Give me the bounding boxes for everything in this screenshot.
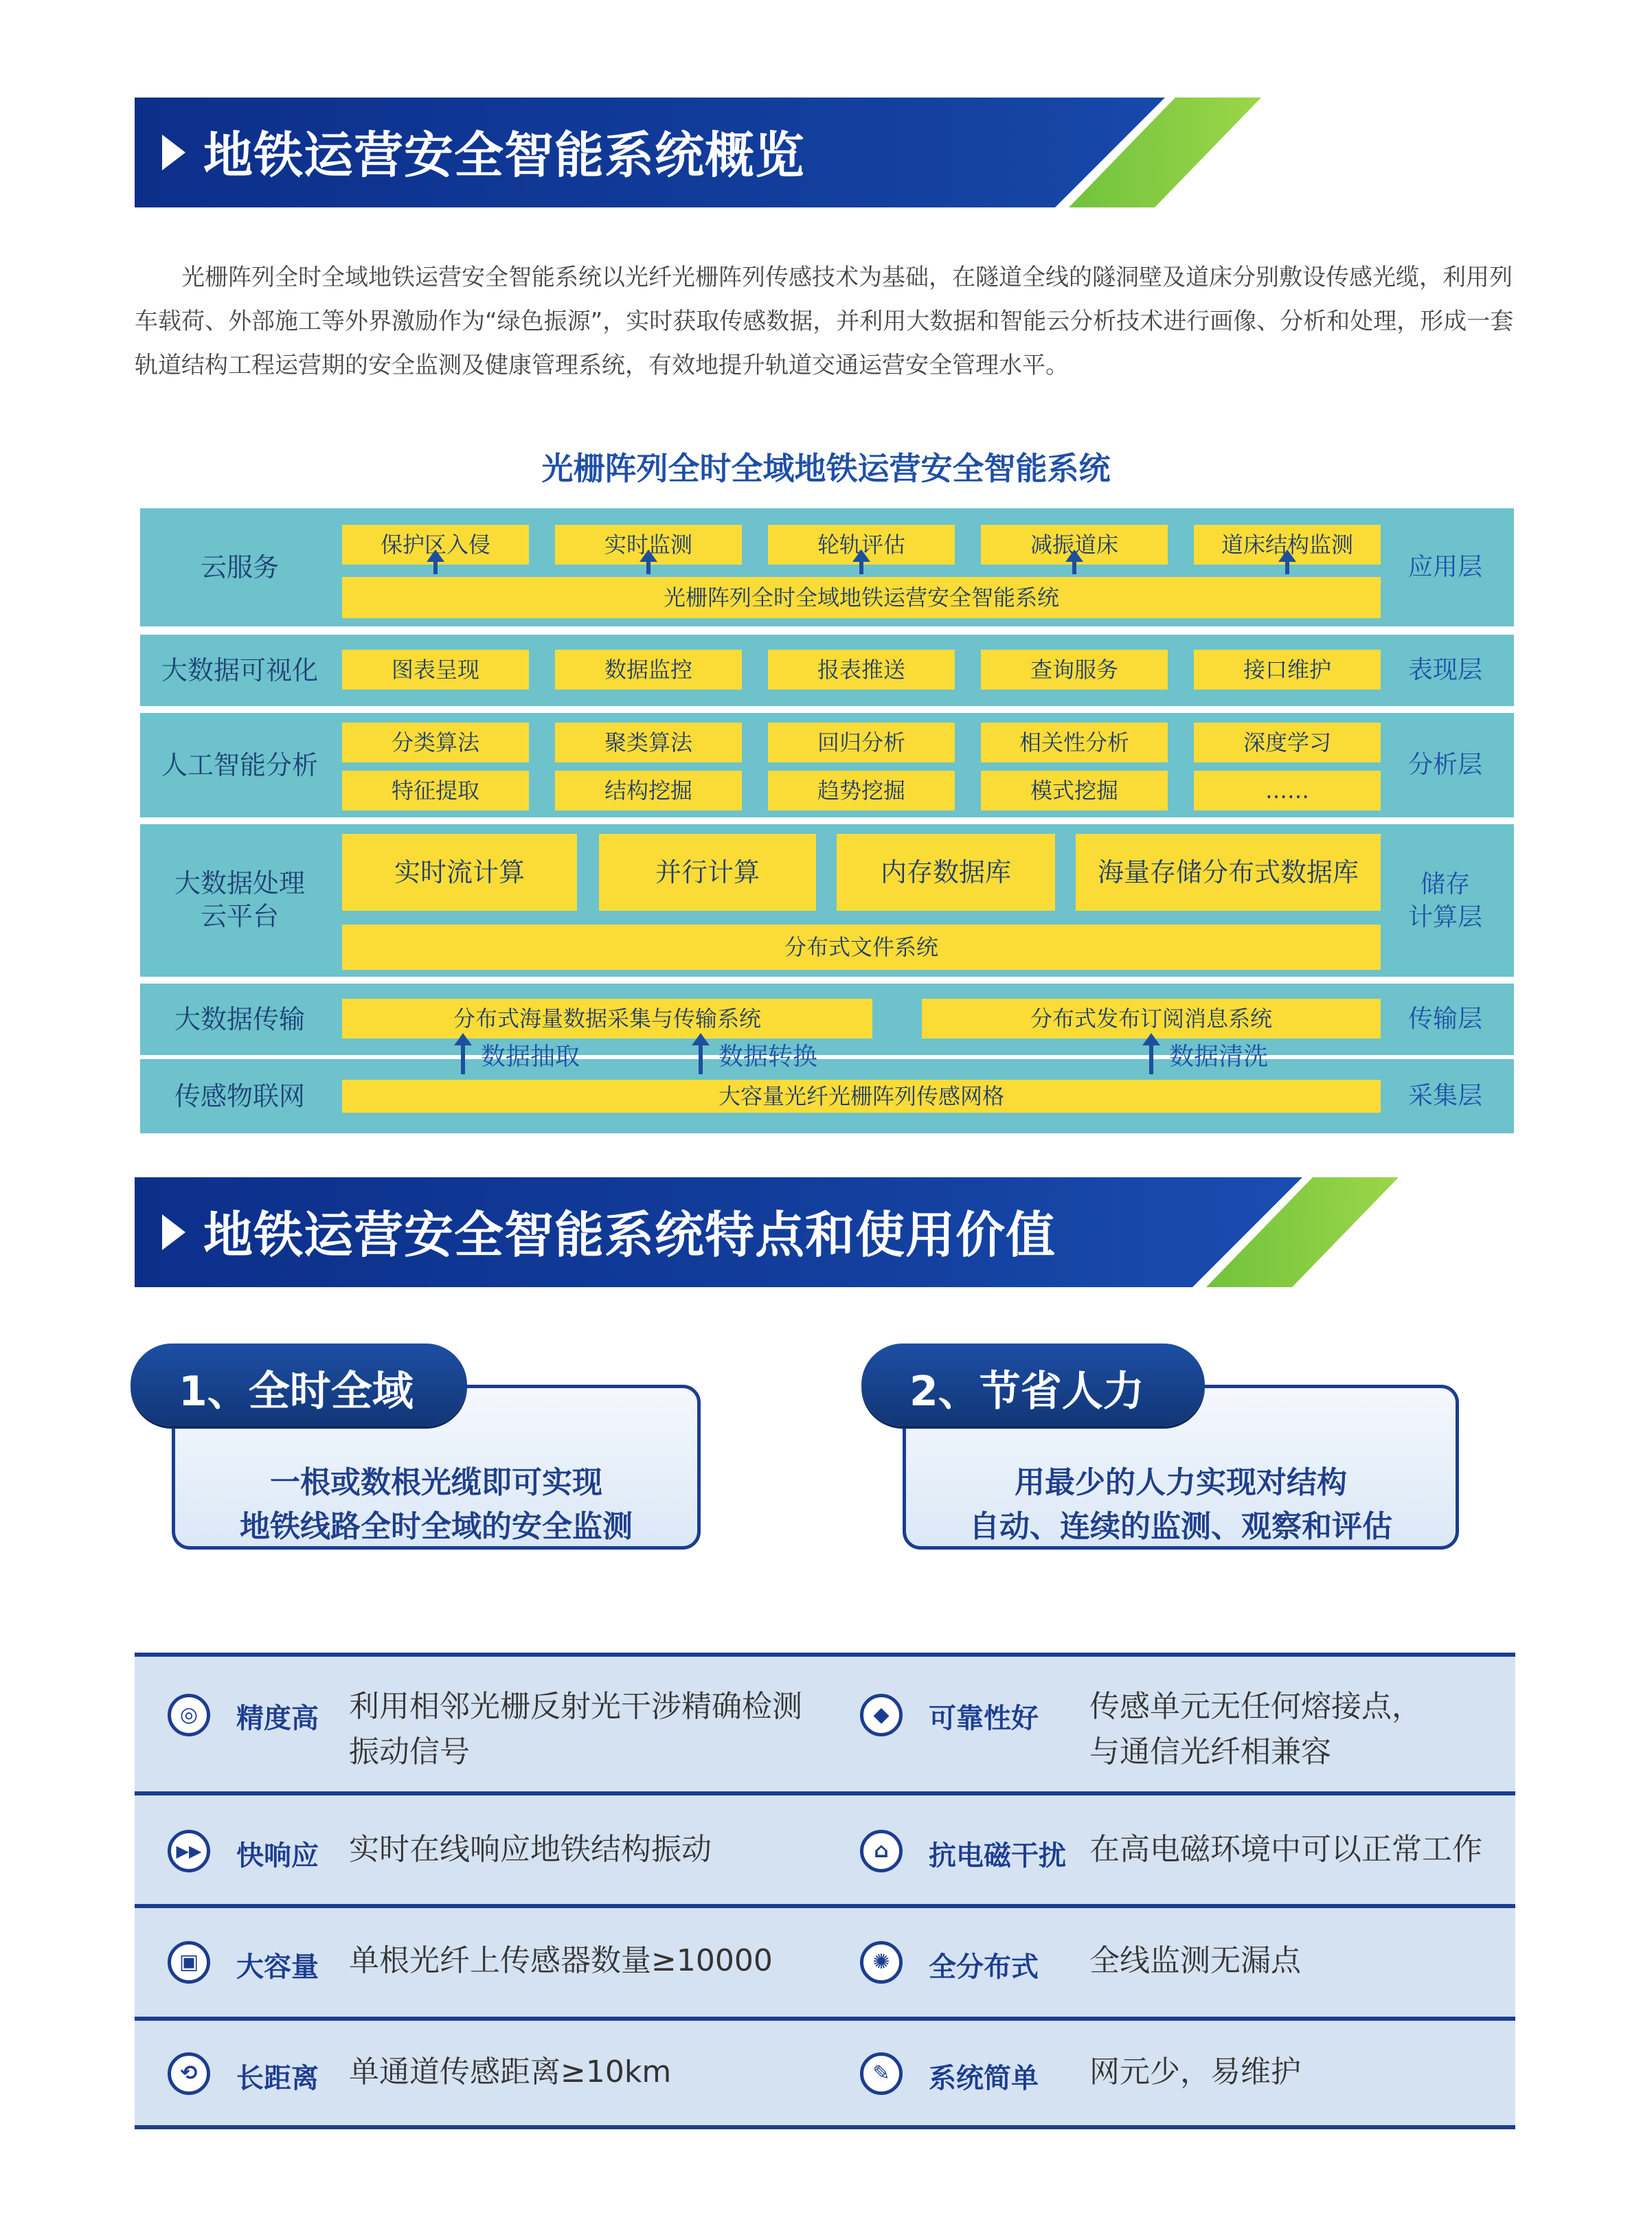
layer-label: 计算层 <box>1407 903 1482 931</box>
feature-desc: 全线监测无漏点 <box>1089 1943 1301 1978</box>
arrow-up-icon <box>461 1043 465 1074</box>
layer-label: 表现层 <box>1407 656 1482 684</box>
section-banner-features <box>135 1177 1371 1287</box>
card-line: 自动、连续的监测、观察和评估 <box>969 1509 1392 1544</box>
card-line: 一根或数根光缆即可实现 <box>270 1465 602 1500</box>
layer-name: 人工智能分析 <box>161 750 318 780</box>
feature-card <box>861 1344 1459 1550</box>
transfer-box: 分布式发布订阅消息系统 <box>922 999 1381 1039</box>
item-box: 并行计算 <box>599 834 816 911</box>
layer-transfer <box>140 984 1514 1055</box>
app-box: 减振道床 <box>981 525 1168 565</box>
item-box: 趋势挖掘 <box>768 771 955 811</box>
feature-desc: 在高电磁环境中可以正常工作 <box>1089 1832 1482 1867</box>
layer-name: 云平台 <box>200 901 279 931</box>
item-box: 回归分析 <box>768 723 955 762</box>
arrow-label: 数据清洗 <box>1169 1043 1269 1071</box>
arrow-label: 数据转换 <box>718 1043 818 1071</box>
target-icon: ◎ <box>168 1694 210 1736</box>
layer-ai <box>140 713 1514 817</box>
arrow-up-icon <box>1072 559 1076 574</box>
section-title: 地铁运营安全智能系统概览 <box>203 126 806 184</box>
card-title: 1、全时全域 <box>179 1368 414 1416</box>
distributed-icon: ✺ <box>860 1941 903 1984</box>
feature-label: 大容量 <box>236 1951 319 1983</box>
item-box: 报表推送 <box>768 650 955 690</box>
layer-cloud <box>140 508 1514 626</box>
diagram-title: 光栅阵列全时全域地铁运营安全智能系统 <box>541 450 1111 487</box>
sensor-grid-box: 大容量光纤光栅阵列传感网格 <box>342 1080 1381 1113</box>
antenna-icon: ⌂ <box>860 1830 903 1872</box>
intro-paragraph: 光栅阵列全时全域地铁运营安全智能系统以光纤光栅阵列传感技术为基础，在隧道全线的隧洞壁及道床分别敷设传感光缆，利用列车载荷、外部施工等外界激励作为“绿色振源”，实时获取传感数据，并利用大数据和智能云分析技术进行画像、分析和处理，形成一套轨道结构工程运营期的安全监测及健康管理系统，有效地提升轨道交通运营安全管理水平。 <box>135 264 1514 379</box>
table-row <box>135 2017 1515 2129</box>
item-box: 相关性分析 <box>981 723 1168 762</box>
layer-name: 大数据可视化 <box>161 655 318 685</box>
filesystem-box: 分布式文件系统 <box>342 925 1381 970</box>
architecture-diagram <box>140 508 1514 1133</box>
item-box: 数据监控 <box>555 650 742 690</box>
system-box: 光栅阵列全时全域地铁运营安全智能系统 <box>342 577 1381 618</box>
play-arrow-icon <box>162 1214 185 1250</box>
feature-desc: 利用相邻光栅反射光干涉精确检测 <box>349 1689 802 1724</box>
section-title: 地铁运营安全智能系统特点和使用价值 <box>203 1206 1056 1264</box>
feature-desc: 实时在线响应地铁结构振动 <box>349 1832 712 1867</box>
card-title: 2、节省人力 <box>909 1368 1144 1416</box>
item-box: 图表呈现 <box>342 650 529 690</box>
item-box: …… <box>1194 771 1381 811</box>
card-line: 用最少的人力实现对结构 <box>1015 1465 1347 1500</box>
feature-label: 长距离 <box>236 2063 319 2094</box>
feature-desc: 振动信号 <box>349 1734 470 1769</box>
table-row <box>135 1904 1515 2019</box>
play-arrow-icon <box>162 135 185 170</box>
layer-name: 大数据处理 <box>174 868 305 898</box>
arrow-label: 数据抽取 <box>481 1043 580 1071</box>
item-box: 结构挖掘 <box>555 771 742 811</box>
item-box: 聚类算法 <box>555 723 742 762</box>
fast-forward-icon: ▶▶ <box>168 1830 210 1872</box>
app-box: 道床结构监测 <box>1194 525 1381 565</box>
feature-desc: 单通道传感距离≥10km <box>349 2054 672 2089</box>
layer-label: 应用层 <box>1407 553 1482 581</box>
layer-name: 云服务 <box>200 552 279 582</box>
app-box: 轮轨评估 <box>768 525 955 565</box>
features-table <box>135 1653 1515 2129</box>
app-box: 保护区入侵 <box>342 525 529 565</box>
feature-desc: 网元少，易维护 <box>1089 2054 1301 2089</box>
item-box: 模式挖掘 <box>981 771 1168 811</box>
layer-iot <box>140 1059 1514 1133</box>
feature-label: 精度高 <box>236 1703 319 1734</box>
layer-label: 传输层 <box>1407 1005 1482 1033</box>
wrench-icon: ✎ <box>860 2052 903 2095</box>
feature-label: 快响应 <box>236 1840 319 1872</box>
item-box: 特征提取 <box>342 771 529 811</box>
feature-desc: 单根光纤上传感器数量≥10000 <box>349 1943 773 1978</box>
feature-label: 可靠性好 <box>929 1703 1039 1734</box>
arrow-up-icon <box>699 1043 703 1074</box>
feature-desc: 传感单元无任何熔接点， <box>1089 1689 1422 1724</box>
layer-name: 大数据传输 <box>174 1004 305 1034</box>
app-box: 实时监测 <box>555 525 742 565</box>
item-box: 实时流计算 <box>342 834 577 911</box>
layer-label: 分析层 <box>1407 751 1482 779</box>
card-line: 地铁线路全时全域的安全监测 <box>240 1509 633 1544</box>
arrow-up-icon <box>1285 559 1289 574</box>
layer-name: 传感物联网 <box>174 1081 305 1111</box>
layer-label: 储存 <box>1420 870 1470 898</box>
transfer-box: 分布式海量数据采集与传输系统 <box>342 999 872 1039</box>
arrow-up-icon <box>433 559 438 574</box>
feature-label: 全分布式 <box>929 1951 1039 1983</box>
diamond-icon: ◆ <box>860 1694 903 1736</box>
item-box: 查询服务 <box>981 650 1168 690</box>
arrow-up-icon <box>1149 1043 1153 1074</box>
feature-label: 抗电磁干扰 <box>929 1840 1066 1872</box>
arrow-up-icon <box>859 559 863 574</box>
item-box: 内存数据库 <box>837 834 1055 911</box>
item-box: 分类算法 <box>342 723 529 762</box>
item-box: 深度学习 <box>1194 723 1381 762</box>
layer-label: 采集层 <box>1407 1082 1482 1110</box>
item-box: 接口维护 <box>1194 650 1381 690</box>
route-icon: ⟲ <box>168 2052 210 2095</box>
arrow-up-icon <box>646 559 650 574</box>
feature-label: 系统简单 <box>929 2063 1039 2094</box>
layer-visualization <box>140 635 1514 706</box>
storage-icon: ▣ <box>168 1941 210 1984</box>
section-banner-overview <box>135 98 1371 207</box>
item-box: 海量存储分布式数据库 <box>1076 834 1381 911</box>
feature-desc: 与通信光纤相兼容 <box>1089 1734 1331 1769</box>
feature-card <box>131 1344 701 1550</box>
layer-processing <box>140 824 1514 977</box>
